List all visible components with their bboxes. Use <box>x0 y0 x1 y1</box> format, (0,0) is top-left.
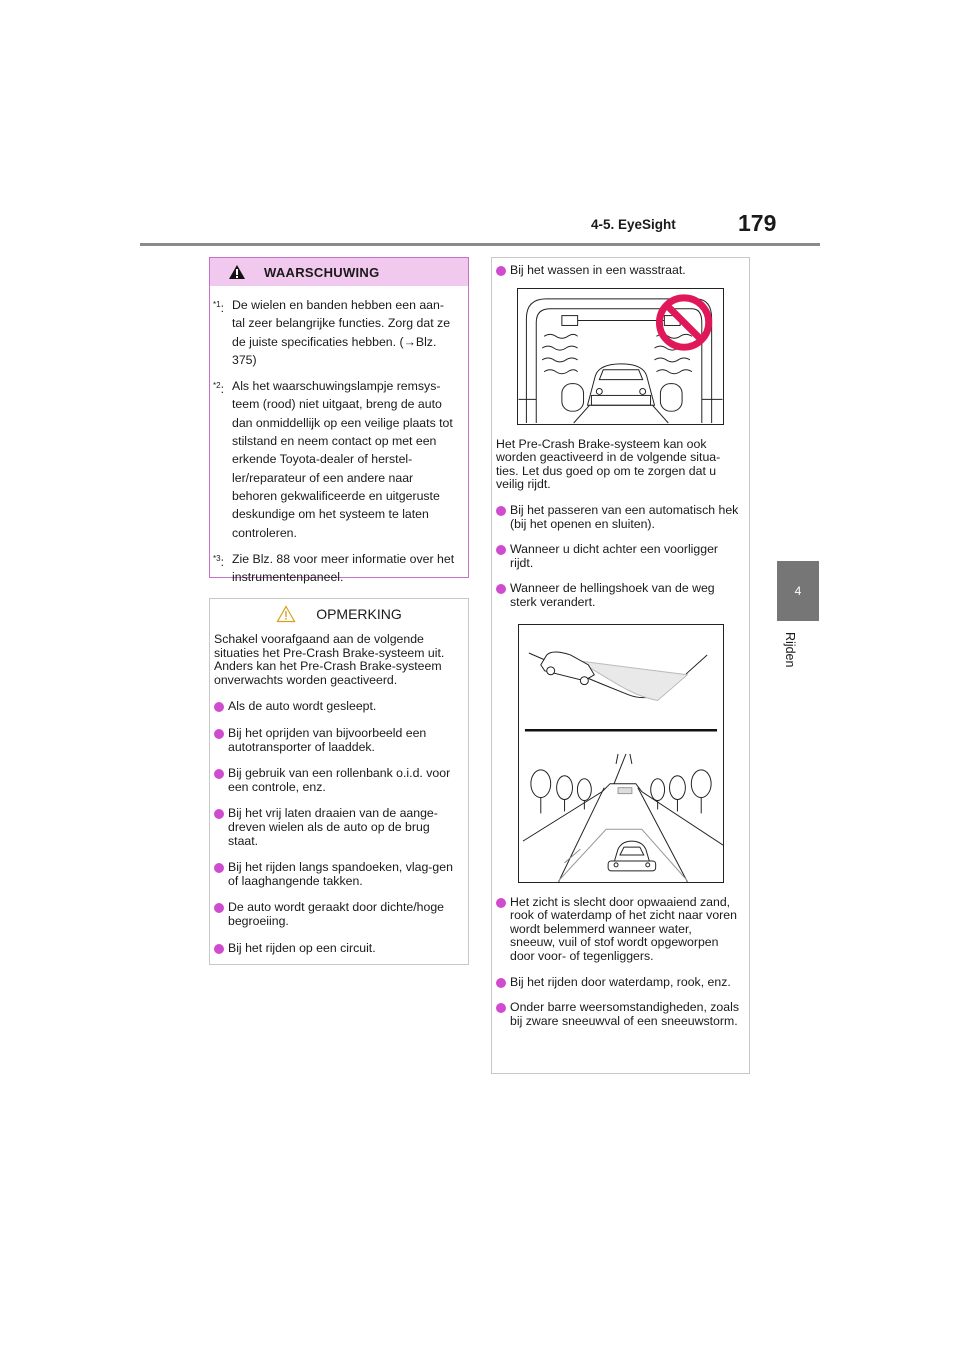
note-item: Als de auto wordt gesleept. <box>210 700 458 714</box>
situations-box <box>491 257 750 1074</box>
page-number: 179 <box>738 210 777 236</box>
note-item: Bij het oprijden van bijvoorbeeld een autotransporter of laaddek. <box>210 727 458 754</box>
situation-item: Wanneer u dicht achter een voorligger rijdt. <box>492 543 739 570</box>
bullet-dot <box>496 584 506 594</box>
bullet-dot <box>496 506 506 516</box>
bullet-dot <box>496 266 506 276</box>
bullet-dot <box>214 809 224 819</box>
warning-title: WAARSCHUWING <box>264 264 380 280</box>
warning-box <box>209 257 469 585</box>
footnote-2-text: Als het waarschuwingslampje remsys-teem (rood) niet uitgaat, breng de auto dan onmiddellijk op een veilige plaats tot stilstand en neem contact op met een erkende Toyota-dealer of herstel-ler/reparateur of een andere naar behoren gekwalificeerde en uitgeruste deskundige om het systeem te laten controleren. <box>232 379 453 540</box>
footnote-1-text: De wielen en banden hebben een aan-tal zeer belangrijke functies. Zorg dat ze de juiste specificaties hebben. (→Blz. 375) <box>232 298 451 367</box>
situations-intro: Het Pre-Crash Brake-systeem kan ook worden geactiveerd in de volgende situa-ties. Let dus goed op om te zorgen dat u veilig rijdt. <box>496 436 721 492</box>
note-item: Bij het rijden langs spandoeken, vlag-gen of laaghangende takken. <box>210 861 458 888</box>
caution-triangle-icon <box>276 605 296 623</box>
situation-item: Bij het rijden door waterdamp, rook, enz. <box>492 976 739 990</box>
chapter-tab[interactable]: 4 <box>777 561 819 621</box>
bullet-dot <box>214 903 224 913</box>
car-wash-item: Bij het wassen in een wasstraat. <box>492 264 739 278</box>
warning-header <box>210 258 468 286</box>
bullet-dot <box>496 545 506 555</box>
warning-triangle-icon <box>228 264 246 280</box>
incline-illustration <box>518 624 724 883</box>
note-title: OPMERKING <box>316 606 402 622</box>
situation-item: Wanneer de hellingshoek van de weg sterk verandert. <box>492 582 739 609</box>
bullet-dot <box>214 702 224 712</box>
note-box <box>209 598 469 965</box>
footnote-2: $^{*2}$: Als het waarschuwingslampje remsys-teem (rood) niet uitgaat, breng de auto dan onmiddellijk op een veilige plaats tot stilstand en neem contact op met een erkende Toyota-dealer of herstel-ler/reparateur of een andere naar behoren gekwalificeerde en uitgeruste deskundige om het systeem te laten controleren. <box>213 379 453 540</box>
situation-item: Het zicht is slecht door opwaaiend zand, rook of waterdamp of het zicht naar voren wordt belemmerd wanneer water, sneeuw, vuil of stof wordt opgeworpen door voor- of tegenliggers. <box>492 896 739 964</box>
note-intro: Schakel voorafgaand aan de volgende situaties het Pre-Crash Brake-systeem uit. Anders kan het Pre-Crash Brake-systeem onverwachts worden geactiveerd. <box>214 632 445 687</box>
note-item: De auto wordt geraakt door dichte/hoge begroeiing. <box>210 901 458 928</box>
section-title: 4-5. EyeSight <box>591 217 676 232</box>
header-rule <box>140 243 820 246</box>
bullet-dot <box>496 978 506 988</box>
bullet-dot <box>214 863 224 873</box>
bullet-dot <box>496 1003 506 1013</box>
footnote-1: $^{*1}$: De wielen en banden hebben een aan-tal zeer belangrijke functies. Zorg dat ze de juiste specificaties hebben. (→Blz. 375) <box>213 298 451 367</box>
car-wash-illustration <box>517 288 724 425</box>
note-item: Bij het rijden op een circuit. <box>210 942 458 956</box>
bullet-dot <box>214 944 224 954</box>
chapter-name: Rijden <box>783 632 797 668</box>
footnote-3-text: Zie Blz. 88 voor meer informatie over het instrumentenpaneel. <box>232 551 455 585</box>
note-header <box>210 599 468 629</box>
bullet-dot <box>496 898 506 908</box>
footnote-3: $^{*3}$: Zie Blz. 88 voor meer informatie over het instrumentenpaneel. <box>213 551 455 585</box>
situation-item: Bij het passeren van een automatisch hek (bij het openen en sluiten). <box>492 504 739 531</box>
note-item: Bij het vrij laten draaien van de aange-dreven wielen als de auto op de brug staat. <box>210 807 458 848</box>
bullet-dot <box>214 769 224 779</box>
situation-item: Onder barre weersomstandigheden, zoals bij zware sneeuwval of een sneeuwstorm. <box>492 1001 739 1028</box>
note-item: Bij gebruik van een rollenbank o.i.d. voor een controle, enz. <box>210 767 458 794</box>
bullet-dot <box>214 729 224 739</box>
